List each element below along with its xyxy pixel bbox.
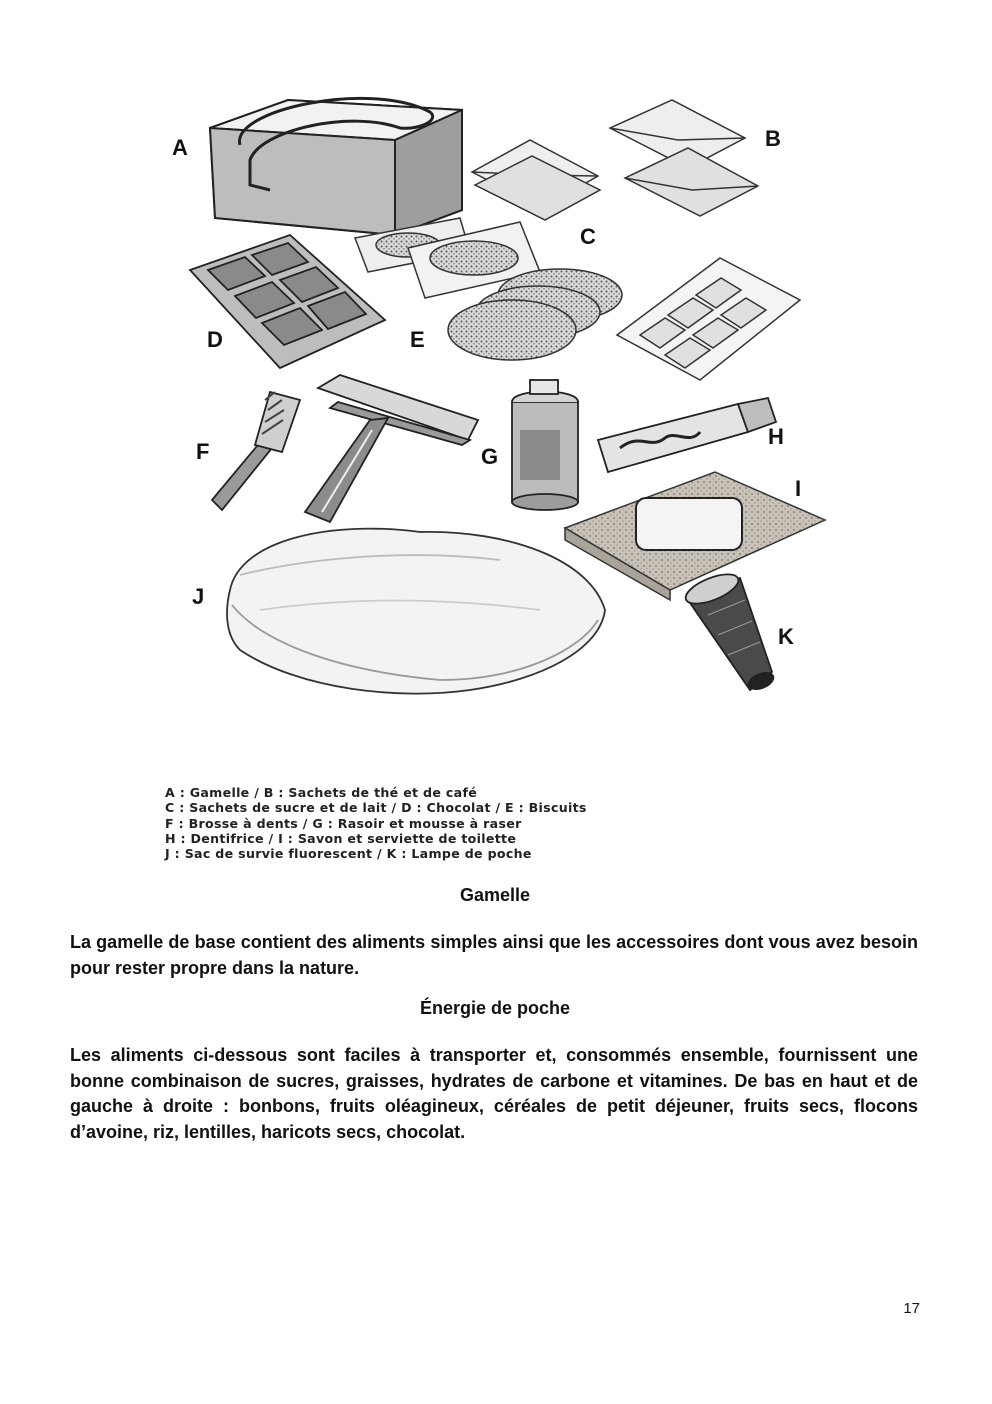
section-paragraph-gamelle: La gamelle de base contient des aliments simples ainsi que les accessoires dont vous avez besoin pour rester propre dans la nature. — [70, 932, 918, 978]
legend-line: C : Sachets de sucre et de lait / D : Chocolat / E : Biscuits — [165, 800, 587, 816]
legend-line: F : Brosse à dents / G : Rasoir et mousse à raser — [165, 815, 522, 831]
survival-kit-illustration — [150, 60, 850, 780]
legend-line: A : Gamelle / B : Sachets de thé et de café — [165, 785, 478, 800]
mess-tin-drawing — [210, 98, 462, 235]
soap-towel-drawing — [565, 472, 825, 600]
figure-letter-c: C — [580, 224, 596, 249]
figure-letter-g: G — [481, 444, 499, 469]
figure-letter-b: B — [765, 126, 781, 151]
section-heading-energie: Énergie de poche — [419, 998, 571, 1018]
tea-coffee-sachets-drawing — [472, 100, 758, 220]
page-number: 17 — [903, 1300, 920, 1317]
figure-letter-j: J — [192, 584, 205, 609]
section-paragraph-energie: Les aliments ci-dessous sont faciles à transporter et, consommés ensemble, fournissent une bonne combinaison de sucres, graisses, hydrates de carbone et vitamines. De bas en haut et de gauche à droite : bonbons, fruits oléagineux, céréales de petit déjeuner, fruits secs, flocons d’avoine, riz, lentilles, haricots secs, chocolat. — [70, 1045, 918, 1142]
toothbrush-drawing — [212, 392, 300, 510]
figure-letter-d: D — [207, 327, 223, 352]
figure-letter-e: E — [410, 327, 425, 352]
chocolate-tablet-drawing — [617, 258, 800, 380]
shaving-foam-drawing — [512, 380, 578, 510]
survival-bag-drawing — [227, 529, 605, 694]
toothpaste-drawing — [598, 398, 776, 472]
legend-line: J : Sac de survie fluorescent / K : Lampe de poche — [165, 846, 532, 862]
figure-letter-f: F — [196, 439, 210, 464]
section-heading-gamelle: Gamelle — [459, 885, 531, 905]
figure-legend — [165, 785, 685, 861]
legend-line: H : Dentifrice / I : Savon et serviette de toilette — [165, 830, 517, 846]
razor-drawing — [305, 375, 478, 522]
figure-letter-a: A — [172, 135, 188, 160]
figure-letter-k: K — [778, 624, 794, 649]
flashlight-drawing — [682, 568, 776, 692]
figure-letter-h: H — [768, 424, 784, 449]
figure-letter-i: I — [795, 476, 802, 501]
